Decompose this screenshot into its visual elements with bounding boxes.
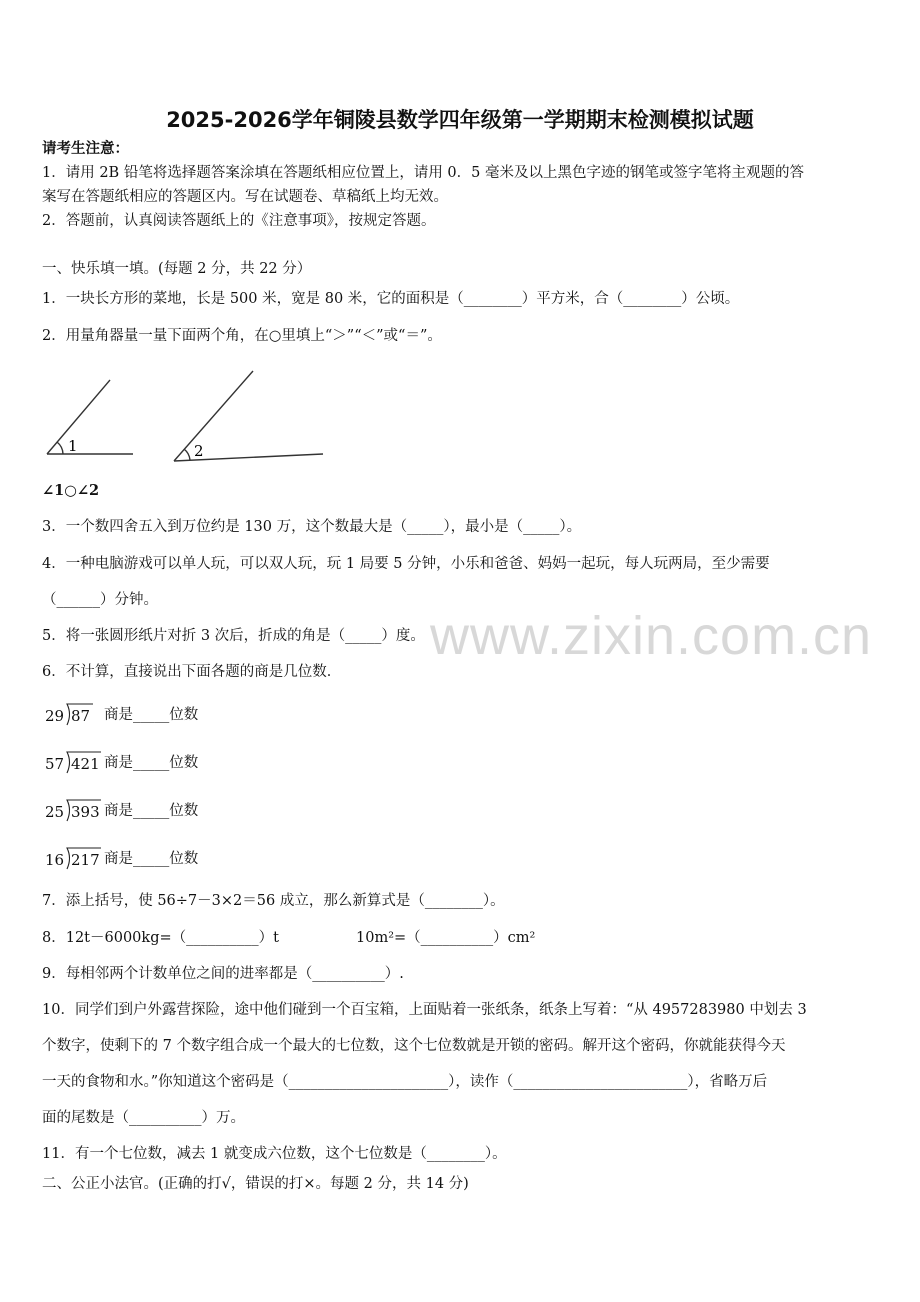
question-2: 2．用量角器量一量下面两个角，在○里填上“＞”“＜”或“＝”。 bbox=[42, 328, 442, 344]
dividend: 87 bbox=[71, 707, 91, 725]
angle-figure bbox=[40, 365, 340, 470]
quotient-digits-1: 商是_____位数 bbox=[104, 707, 199, 723]
section-2-heading: 二、公正小法官。(正确的打√，错误的打×。每题 2 分，共 14 分) bbox=[42, 1176, 469, 1192]
dividend: 421 bbox=[71, 755, 100, 773]
notice-heading: 请考生注意： bbox=[42, 140, 129, 157]
divisor: 16 bbox=[45, 851, 65, 869]
divisor: 57 bbox=[45, 755, 65, 773]
question-3: 3．一个数四舍五入到万位约是 130 万，这个数最大是（_____），最小是（_____）。 bbox=[42, 519, 582, 535]
notice-item-1-line-2: 案写在答题纸相应的答题区内。写在试题卷、草稿纸上均无效。 bbox=[42, 189, 448, 205]
quotient-digits-3: 商是_____位数 bbox=[104, 803, 199, 819]
dividend: 393 bbox=[71, 803, 100, 821]
divisor: 25 bbox=[45, 803, 65, 821]
question-9: 9．每相邻两个计数单位之间的进率都是（__________）. bbox=[42, 966, 404, 982]
question-8-part-b: 10m²=（__________）cm² bbox=[356, 930, 536, 946]
question-10-line-4: 面的尾数是（__________）万。 bbox=[42, 1110, 245, 1126]
question-5: 5．将一张圆形纸片对折 3 次后，折成的角是（_____）度。 bbox=[42, 628, 425, 644]
angle-2-label: 2 bbox=[194, 442, 204, 460]
divisor: 29 bbox=[45, 707, 65, 725]
section-1-heading: 一、快乐填一填。(每题 2 分，共 22 分） bbox=[42, 261, 312, 277]
exam-title: 2025-2026学年铜陵县数学四年级第一学期期末检测模拟试题 bbox=[166, 108, 754, 132]
question-7: 7．添上括号，使 56÷7－3×2＝56 成立，那么新算式是（________）。 bbox=[42, 893, 505, 909]
notice-item-2: 2．答题前，认真阅读答题纸上的《注意事项》，按规定答题。 bbox=[42, 213, 436, 229]
dividend: 217 bbox=[71, 851, 100, 869]
notice-item-1-line-1: 1．请用 2B 铅笔将选择题答案涂填在答题纸相应位置上，请用 0．5 毫米及以上黑色字迹的钢笔或签字笔将主观题的答 bbox=[42, 165, 804, 181]
angle-1 bbox=[47, 380, 133, 454]
question-10-line-2: 个数字，使剩下的 7 个数字组合成一个最大的七位数，这个七位数就是开锁的密码。解开这个密码，你就能获得今天 bbox=[42, 1038, 786, 1054]
quotient-digits-2: 商是_____位数 bbox=[104, 755, 199, 771]
question-4-line-2: （______）分钟。 bbox=[42, 592, 158, 608]
quotient-digits-4: 商是_____位数 bbox=[104, 851, 199, 867]
question-10-line-1: 10．同学们到户外露营探险，途中他们碰到一个百宝箱，上面贴着一张纸条，纸条上写着：“从 4957283980 中划去 3 bbox=[42, 1002, 807, 1018]
question-11: 11．有一个七位数，减去 1 就变成六位数，这个七位数是（________）。 bbox=[42, 1146, 507, 1162]
watermark: www.zixin.com.cn bbox=[430, 606, 873, 666]
angle-compare: ∠1○∠2 bbox=[42, 482, 100, 499]
question-8-part-a: 8．12t－6000kg=（__________）t bbox=[42, 930, 279, 946]
question-10-line-3: 一天的食物和水。”你知道这个密码是（______________________），读作（________________________），省略万后 bbox=[42, 1074, 768, 1090]
angle-1-label: 1 bbox=[68, 437, 78, 455]
question-1: 1．一块长方形的菜地，长是 500 米，宽是 80 米，它的面积是（________）平方米，合（________）公顷。 bbox=[42, 291, 740, 307]
question-4-line-1: 4．一种电脑游戏可以单人玩，可以双人玩，玩 1 局要 5 分钟，小乐和爸爸、妈妈一起玩，每人玩两局，至少需要 bbox=[42, 556, 770, 572]
question-6: 6．不计算，直接说出下面各题的商是几位数． bbox=[42, 664, 342, 680]
